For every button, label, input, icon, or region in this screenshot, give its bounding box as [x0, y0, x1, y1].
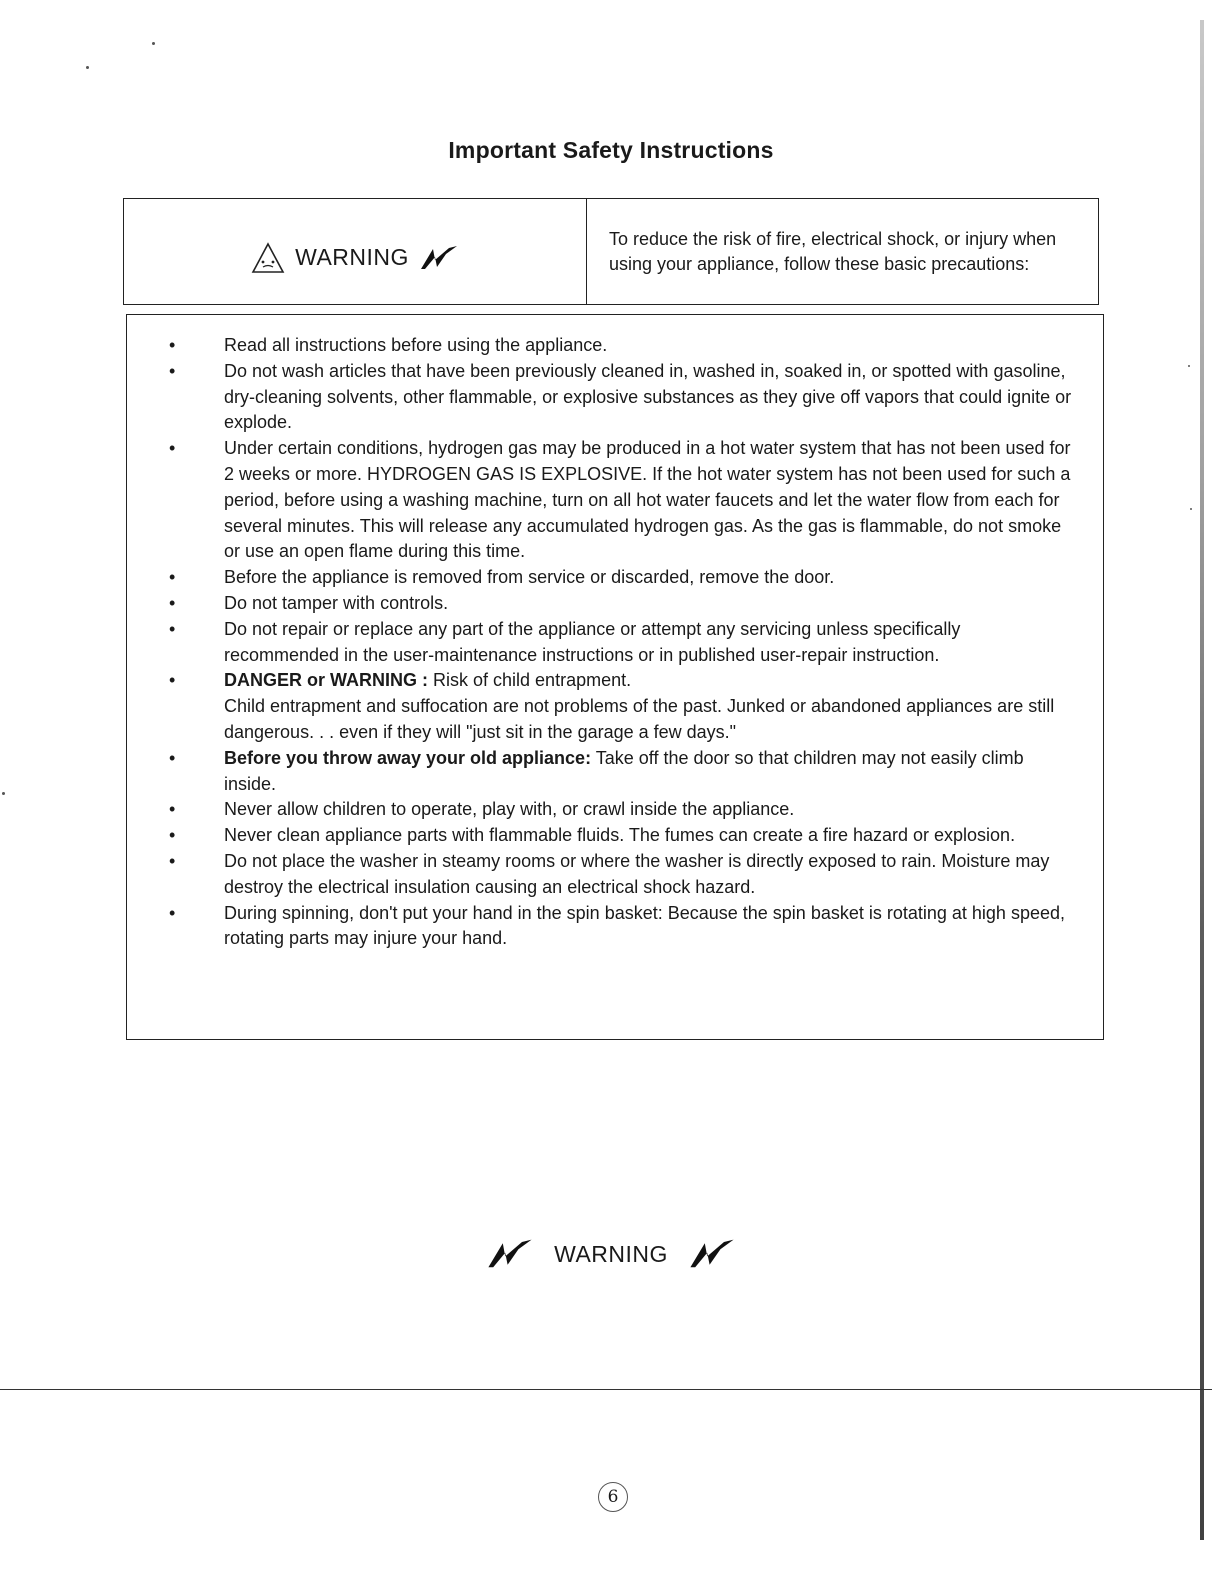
warning-header-left	[124, 199, 587, 304]
caution-triangle-icon	[251, 242, 285, 274]
footer-warning-label: WARNING	[554, 1240, 668, 1267]
list-item	[169, 797, 1073, 823]
bullet-icon: •	[169, 825, 176, 846]
safety-intro-text: To reduce the risk of fire, electrical shock, or injury when using your appliance, follow these basic precautions:	[609, 229, 1057, 274]
list-item	[169, 359, 1073, 436]
instruction-text: Under certain conditions, hydrogen gas may be produced in a hot water system that has not been used for 2 weeks or more. HYDROGEN GAS IS EXPLOSIVE. If the hot water system has not been used for such a period, before using a washing machine, turn on all hot water faucets and let the water flow from each for several minutes. This will release any accumulated hydrogen gas. As the gas is flammable, do not smoke or use an open flame during this time.	[224, 438, 1071, 562]
page-divider	[0, 1389, 1212, 1390]
bullet-icon: •	[169, 670, 176, 691]
scan-speck	[86, 66, 89, 69]
footer-warning	[0, 1237, 1222, 1271]
instruction-text: Do not wash articles that have been previously cleaned in, washed in, soaked in, or spotted with gasoline, dry-cleaning solvents, other flammable, or explosive substances as they give off vapors that could ignite or explode.	[224, 360, 1072, 433]
instruction-text: Do not repair or replace any part of the appliance or attempt any servicing unless specifically recommended in the user-maintenance instructions or in published user-repair instruction.	[224, 618, 961, 665]
list-item	[169, 436, 1073, 565]
instruction-text: During spinning, don't put your hand in the spin basket: Because the spin basket is rotating at high speed, rotating parts may injure your hand.	[224, 902, 1065, 949]
list-item	[169, 333, 1073, 359]
lightning-bolt-icon	[688, 1237, 736, 1271]
instruction-continuation: Child entrapment and suffocation are not problems of the past. Junked or abandoned appliances are still dangerous. . . even if they will "just sit in the garage a few days."	[224, 696, 1055, 742]
list-item	[169, 617, 1073, 669]
bullet-icon: •	[169, 799, 176, 820]
instruction-text: Before the appliance is removed from service or discarded, remove the door.	[224, 567, 835, 588]
list-item	[169, 901, 1073, 953]
list-item	[169, 823, 1073, 849]
list-item	[169, 746, 1073, 798]
instruction-lead: Before you throw away your old appliance:	[224, 747, 592, 768]
bullet-icon: •	[169, 592, 176, 613]
list-item	[169, 565, 1073, 591]
page-number: 6	[598, 1482, 628, 1512]
bullet-icon: •	[169, 747, 176, 768]
instruction-text: Read all instructions before using the appliance.	[224, 335, 608, 355]
header-warning-label: WARNING	[295, 244, 409, 270]
bullet-icon: •	[169, 618, 176, 639]
warning-header-box	[123, 198, 1099, 305]
instruction-text: Never allow children to operate, play with, or crawl inside the appliance.	[224, 799, 795, 820]
scan-speck	[152, 42, 155, 45]
scan-speck	[2, 792, 5, 795]
bullet-icon: •	[169, 567, 176, 588]
instruction-text: Take off the door so that children may not easily climb inside.	[224, 747, 1024, 794]
list-item	[169, 591, 1073, 617]
scan-edge	[1200, 20, 1204, 1540]
safety-instructions-list	[169, 333, 1073, 952]
instruction-text: Do not tamper with controls.	[224, 592, 449, 613]
scan-speck	[1188, 365, 1190, 367]
page-title: Important Safety Instructions	[448, 137, 774, 163]
bullet-icon: •	[169, 902, 176, 923]
instruction-text: Never clean appliance parts with flammable fluids. The fumes can create a fire hazard or explosion.	[224, 825, 1016, 846]
instruction-lead: DANGER or WARNING :	[224, 670, 428, 691]
instruction-text: Risk of child entrapment.	[433, 670, 632, 691]
safety-instructions-box	[126, 314, 1104, 1040]
bullet-icon: •	[169, 850, 176, 871]
bullet-icon: •	[169, 360, 176, 381]
bullet-icon: •	[169, 335, 176, 355]
scan-speck	[1190, 508, 1192, 510]
instruction-text: Do not place the washer in steamy rooms or where the washer is directly exposed to rain. Moisture may destroy the electrical insulation causing an electrical shock hazard.	[224, 850, 1050, 897]
list-item	[169, 849, 1073, 901]
lightning-bolt-icon	[419, 245, 459, 271]
list-item	[169, 668, 1073, 745]
bullet-icon: •	[169, 438, 176, 459]
lightning-bolt-icon	[486, 1237, 534, 1271]
